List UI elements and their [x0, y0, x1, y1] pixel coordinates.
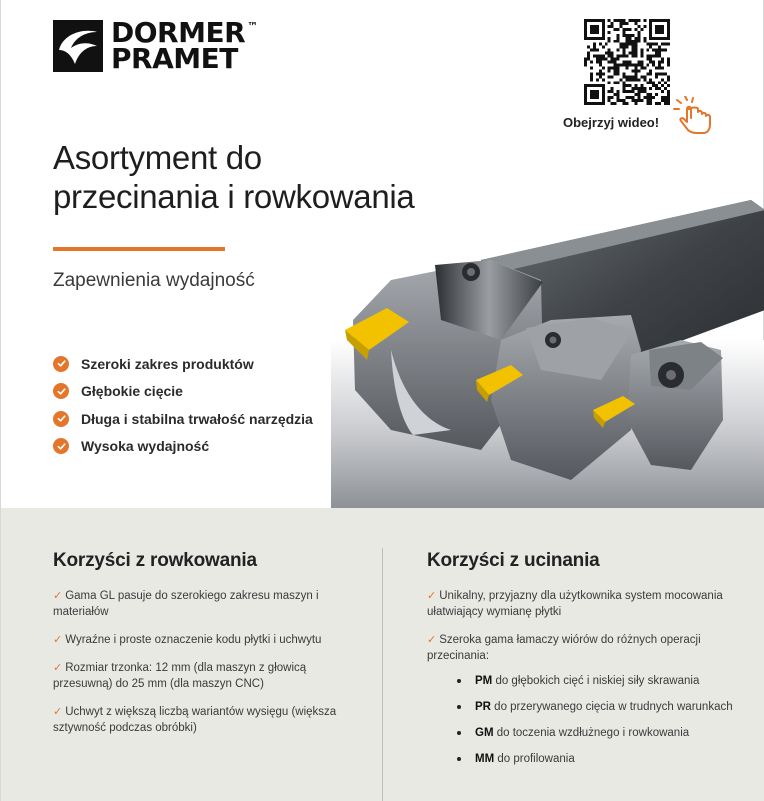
chipbreaker-code: GM	[475, 727, 494, 739]
check-icon	[53, 438, 69, 454]
check-icon	[53, 411, 69, 427]
accent-rule	[53, 247, 225, 251]
title-line-2: przecinania i rowkowania	[53, 178, 415, 215]
benefits-section	[1, 508, 764, 801]
grooving-heading: Korzyści z rowkowania	[53, 550, 257, 571]
tick-icon: ✓	[53, 662, 63, 674]
tick-icon: ✓	[53, 706, 63, 718]
chipbreaker-list	[457, 674, 747, 767]
tick-icon: ✓	[427, 634, 437, 646]
check-icon	[53, 356, 69, 372]
chipbreaker-item: MM do profilowania	[457, 752, 747, 767]
chipbreaker-item: PM do głębokich cięć i niskiej siły skrawania	[457, 674, 747, 689]
logo-line2: PRAMET	[111, 42, 238, 75]
qr-code[interactable]	[584, 19, 670, 105]
feature-item	[53, 433, 313, 461]
chipbreaker-code: PM	[475, 675, 493, 687]
feature-item	[53, 378, 313, 406]
feature-item	[53, 350, 313, 378]
parting-benefits	[427, 508, 747, 778]
subtitle: Zapewnienia wydajność	[53, 270, 255, 291]
feature-text: Głębokie cięcie	[81, 383, 183, 400]
feature-text: Szeroki zakres produktów	[81, 355, 254, 372]
grooving-benefit: ✓ Wyraźne i proste oznaczenie kodu płytki i uchwytu	[53, 634, 322, 646]
feature-item	[53, 405, 313, 433]
column-divider	[382, 548, 383, 801]
logo-trademark: ™	[247, 20, 258, 33]
logo-mark-icon	[53, 20, 103, 72]
grooving-benefit: ✓ Gama GL pasuje do szerokiego zakresu maszyn i materiałów	[53, 590, 319, 618]
check-icon	[53, 383, 69, 399]
logo-line1: DORMER	[111, 16, 246, 49]
parting-benefit: ✓ Szeroka gama łamaczy wiórów do różnych operacji przecinania:	[427, 634, 701, 662]
chipbreaker-code: MM	[475, 753, 495, 765]
grooving-benefits	[53, 508, 353, 748]
pointing-hand-icon	[673, 96, 713, 134]
title-line-1: Asortyment do	[53, 139, 262, 176]
grooving-benefit: ✓ Uchwyt z większą liczbą wariantów wysięgu (większa sztywność podczas obróbki)	[53, 706, 337, 734]
grooving-benefit: ✓ Rozmiar trzonka: 12 mm (dla maszyn z głowicą przesuwną) do 25 mm (dla maszyn CNC)	[53, 662, 307, 690]
dormer-pramet-logo	[53, 16, 258, 75]
chipbreaker-item: PR do przerywanego cięcia w trudnych warunkach	[457, 700, 747, 715]
watch-video-caption[interactable]: Obejrzyj wideo!	[563, 115, 660, 130]
tick-icon: ✓	[53, 634, 63, 646]
feature-text: Długa i stabilna trwałość narzędzia	[81, 410, 313, 427]
tick-icon: ✓	[427, 590, 437, 602]
chipbreaker-code: PR	[475, 701, 491, 713]
feature-list	[53, 350, 313, 460]
parting-heading: Korzyści z ucinania	[427, 550, 600, 571]
chipbreaker-item: GM do toczenia wzdłużnego i rowkowania	[457, 726, 747, 741]
cutting-tools-image	[331, 190, 764, 508]
tick-icon: ✓	[53, 590, 63, 602]
parting-benefit: ✓ Unikalny, przyjazny dla użytkownika system mocowania ułatwiający wymianę płytki	[427, 590, 723, 618]
feature-text: Wysoka wydajność	[81, 438, 210, 455]
